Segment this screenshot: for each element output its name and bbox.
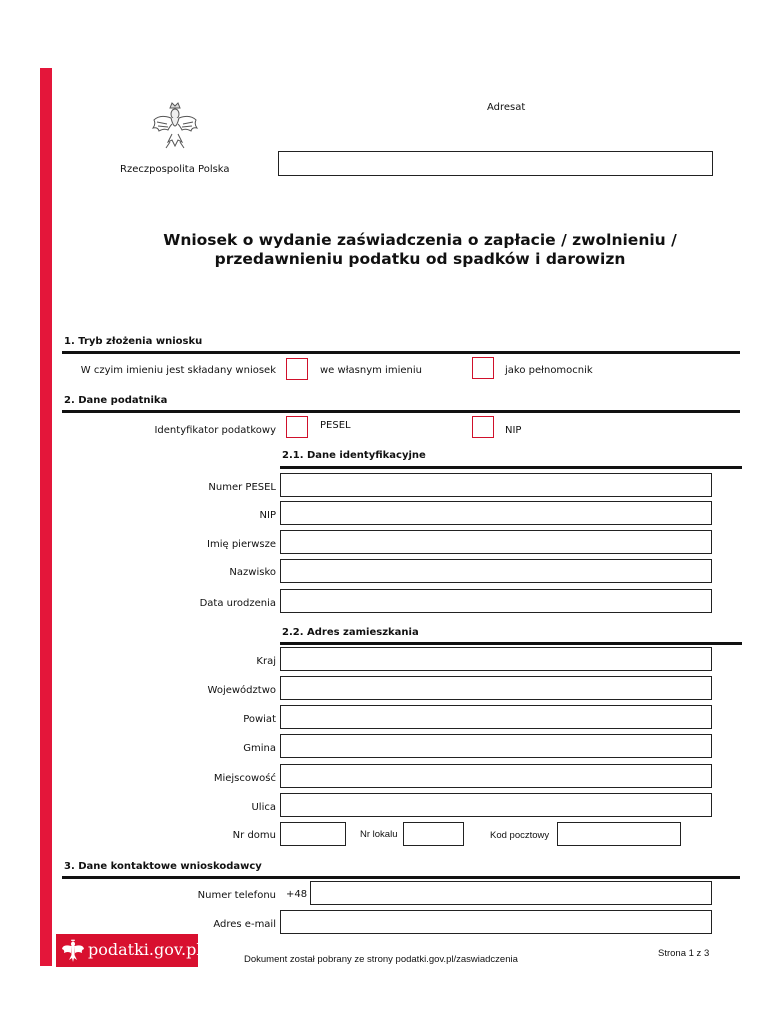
logo-eagle-icon <box>61 938 85 963</box>
page-number: Strona 1 z 3 <box>658 948 710 959</box>
country-name: Rzeczpospolita Polska <box>120 164 230 175</box>
city-label: Miejscowość <box>213 773 276 784</box>
source-note: Dokument został pobrany ze strony podatki.gov.pl/zaswiadczenia <box>244 954 518 965</box>
postal-code-input[interactable] <box>557 822 681 846</box>
street-input[interactable] <box>280 793 712 817</box>
polish-eagle-emblem-icon <box>150 100 200 152</box>
adresat-field[interactable] <box>278 151 713 176</box>
proxy-checkbox[interactable] <box>472 357 494 379</box>
tax-identifier-label: Identyfikator podatkowy <box>154 425 276 436</box>
country-field-label: Kraj <box>256 656 276 667</box>
pesel-field-label: Numer PESEL <box>208 482 276 493</box>
nip-input[interactable] <box>280 501 712 525</box>
section-1-heading: 1. Tryb złożenia wniosku <box>64 336 203 347</box>
nip-field-label: NIP <box>259 510 276 521</box>
house-number-input[interactable] <box>280 822 346 846</box>
birth-date-input[interactable] <box>280 589 712 613</box>
commune-input[interactable] <box>280 734 712 758</box>
postal-code-label: Kod pocztowy <box>490 830 550 841</box>
first-name-input[interactable] <box>280 530 712 554</box>
section-2-rule <box>62 410 740 413</box>
document-title-line1: Wniosek o wydanie zaświadczenia o zapłacie / zwolnieniu / <box>163 231 677 249</box>
document-title-line2: przedawnieniu podatku od spadków i darowizn <box>214 250 626 268</box>
county-label: Powiat <box>243 714 276 725</box>
country-input[interactable] <box>280 647 712 671</box>
pesel-input[interactable] <box>280 473 712 497</box>
own-name-checkbox[interactable] <box>286 358 308 380</box>
email-input[interactable] <box>280 910 712 934</box>
house-number-label: Nr domu <box>232 830 276 841</box>
section-2-2-heading: 2.2. Adres zamieszkania <box>282 627 419 638</box>
phone-prefix: +48 <box>286 889 308 900</box>
last-name-label: Nazwisko <box>229 567 276 578</box>
nip-option-label: NIP <box>505 425 522 436</box>
section-1-rule <box>62 351 740 354</box>
document-title <box>120 231 720 269</box>
submission-question-label: W czyim imieniu jest składany wniosek <box>80 365 276 376</box>
first-name-label: Imię pierwsze <box>207 539 276 550</box>
section-2-heading: 2. Dane podatnika <box>64 395 168 406</box>
nip-checkbox[interactable] <box>472 416 494 438</box>
pesel-checkbox[interactable] <box>286 416 308 438</box>
section-3-rule <box>62 876 740 879</box>
phone-label: Numer telefonu <box>197 890 276 901</box>
city-input[interactable] <box>280 764 712 788</box>
voivodeship-input[interactable] <box>280 676 712 700</box>
voivodeship-label: Województwo <box>207 685 276 696</box>
flat-number-label: Nr lokalu <box>360 829 398 840</box>
commune-label: Gmina <box>243 743 276 754</box>
section-2-1-rule <box>280 466 742 469</box>
own-name-label: we własnym imieniu <box>320 365 422 376</box>
logo-text: podatki.gov.pl <box>88 940 202 959</box>
phone-input[interactable] <box>310 881 712 905</box>
section-2-2-rule <box>280 642 742 645</box>
section-2-1-heading: 2.1. Dane identyfikacyjne <box>282 450 426 461</box>
proxy-label: jako pełnomocnik <box>505 365 593 376</box>
flat-number-input[interactable] <box>403 822 464 846</box>
section-3-heading: 3. Dane kontaktowe wnioskodawcy <box>64 861 262 872</box>
adresat-label: Adresat <box>487 102 526 113</box>
pesel-option-label: PESEL <box>320 420 351 431</box>
county-input[interactable] <box>280 705 712 729</box>
last-name-input[interactable] <box>280 559 712 583</box>
birth-date-label: Data urodzenia <box>199 598 276 609</box>
email-label: Adres e-mail <box>213 919 276 930</box>
street-label: Ulica <box>251 802 276 813</box>
podatki-logo[interactable] <box>56 934 202 967</box>
